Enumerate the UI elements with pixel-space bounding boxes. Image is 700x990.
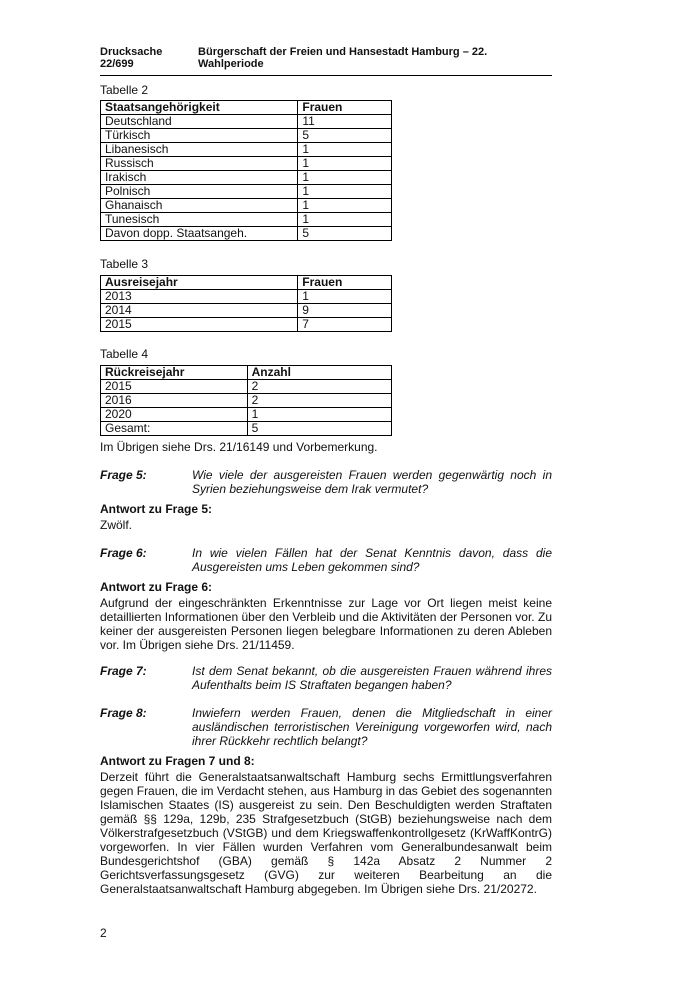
column-header: Rückreisejahr (101, 366, 248, 380)
column-header: Frauen (298, 101, 392, 115)
table-ausreisejahr (100, 275, 392, 332)
question-text: Ist dem Senat bekannt, ob die ausgereisten Frauen während ihres Aufenthalts beim IS Straftaten begangen haben? (192, 664, 552, 692)
table-cell: 2013 (101, 290, 298, 304)
table-row (101, 171, 392, 185)
table-cell: 1 (298, 290, 392, 304)
table-row (101, 227, 392, 241)
table-cell: 5 (298, 227, 392, 241)
table-cell: Russisch (101, 157, 298, 171)
table-cell: 1 (247, 408, 391, 422)
table-cell: 1 (298, 213, 392, 227)
question-label: Frage 7: (100, 664, 147, 678)
table-row (101, 304, 392, 318)
table-cell: 5 (247, 422, 391, 436)
table-cell: 2016 (101, 394, 248, 408)
table-cell: 1 (298, 157, 392, 171)
question-label: Frage 6: (100, 546, 147, 560)
table-row (101, 422, 392, 436)
table-cell: Tunesisch (101, 213, 298, 227)
table2-caption: Tabelle 2 (100, 83, 149, 97)
table-row (101, 318, 392, 332)
table-row (101, 143, 392, 157)
table-rueckreisejahr (100, 365, 392, 436)
parliament-title: Bürgerschaft der Freien und Hansestadt Hamburg – 22. Wahlperiode (198, 46, 488, 70)
question-text: Wie viele der ausgereisten Frauen werden gegenwärtig noch in Syrien beziehungsweise dem Irak vermutet? (192, 468, 552, 496)
table-row (101, 380, 392, 394)
table-row (101, 290, 392, 304)
table-cell: Irakisch (101, 171, 298, 185)
table-row (101, 115, 392, 129)
table-row (101, 129, 392, 143)
answer-5-text: Zwölf. (100, 518, 133, 532)
table-cell: Gesamt: (101, 422, 248, 436)
table-cell: 1 (298, 185, 392, 199)
table-row (101, 394, 392, 408)
table-cell: 1 (298, 143, 392, 157)
table-cell: 7 (298, 318, 392, 332)
question-7 (100, 664, 552, 692)
table-cell: 9 (298, 304, 392, 318)
table-cell: 2014 (101, 304, 298, 318)
table-cell: Polnisch (101, 185, 298, 199)
table3-caption: Tabelle 3 (100, 257, 149, 271)
table-cell: Türkisch (101, 129, 298, 143)
table-header-row (101, 366, 392, 380)
table-cell: 2015 (101, 318, 298, 332)
column-header: Staatsangehörigkeit (101, 101, 298, 115)
table-row (101, 157, 392, 171)
question-8 (100, 706, 552, 748)
table-cell: Davon dopp. Staatsangeh. (101, 227, 298, 241)
table-staatsangehoerigkeit (100, 100, 392, 241)
table-row (101, 213, 392, 227)
tables-reference: Im Übrigen siehe Drs. 21/16149 und Vorbemerkung. (100, 440, 378, 454)
table4-caption: Tabelle 4 (100, 347, 149, 361)
page-number: 2 (100, 926, 107, 940)
question-label: Frage 8: (100, 706, 147, 720)
column-header: Ausreisejahr (101, 276, 298, 290)
table-header-row (101, 101, 392, 115)
table-header-row (101, 276, 392, 290)
question-label: Frage 5: (100, 468, 147, 482)
document-number: Drucksache 22/699 (100, 46, 163, 70)
table-row (101, 185, 392, 199)
page-header (100, 46, 552, 76)
question-6 (100, 546, 552, 574)
question-text: Inwiefern werden Frauen, denen die Mitgliedschaft in einer ausländischen terroristischen Vereinigung vorgeworfen wird, nach ihrer Rückkehr rechtlich belangt? (192, 706, 552, 748)
table-cell: 2 (247, 394, 391, 408)
column-header: Frauen (298, 276, 392, 290)
answer-7-8-heading: Antwort zu Fragen 7 und 8: (100, 754, 255, 768)
table-cell: 1 (298, 171, 392, 185)
table-row (101, 199, 392, 213)
answer-7-8-text: Derzeit führt die Generalstaatsanwaltschaft Hamburg sechs Ermittlungsverfahren gegen Frauen, die im Verdacht stehen, aus Hamburg in das Gebiet des sogenannten Islamischen Staates (IS) ausgereist zu sein. Den Beschuldigten werden Straftaten gemäß §§ 129a, 129b, 235 Strafgesetzbuch (StGB) beziehungsweise nach dem Völkerstrafgesetzbuch (VStGB) und dem Kriegswaffenkontrollgesetz (KrWaffKontrG) vorgeworfen. In vier Fällen wurden Verfahren vom Generalbundesanwalt beim Bundesgerichtshof (GBA) gemäß § 142a Absatz 2 Nummer 2 Gerichtsverfassungsgesetz (GVG) zur weiteren Bearbeitung an die Generalstaatsanwaltschaft Hamburg abgegeben. Im Übrigen siehe Drs. 21/20272. (100, 770, 552, 896)
table-cell: 1 (298, 199, 392, 213)
table-cell: 5 (298, 129, 392, 143)
question-5 (100, 468, 552, 496)
answer-5-heading: Antwort zu Frage 5: (100, 502, 213, 516)
table-cell: Libanesisch (101, 143, 298, 157)
column-header: Anzahl (247, 366, 391, 380)
table-cell: 2020 (101, 408, 248, 422)
table-cell: 11 (298, 115, 392, 129)
answer-6-heading: Antwort zu Frage 6: (100, 580, 213, 594)
table-cell: 2 (247, 380, 391, 394)
answer-6-text: Aufgrund der eingeschränkten Erkenntnisse zur Lage vor Ort liegen meist keine detaillierten Informationen über den Verbleib und die Aktivitäten der Personen vor. Zu keiner der ausgereisten Personen liegen belegbare Informationen zu deren Ableben vor. Im Übrigen siehe Drs. 21/11459. (100, 596, 552, 652)
table-cell: Deutschland (101, 115, 298, 129)
table-cell: 2015 (101, 380, 248, 394)
question-text: In wie vielen Fällen hat der Senat Kenntnis davon, dass die Ausgereisten ums Leben gekommen sind? (192, 546, 552, 574)
table-row (101, 408, 392, 422)
table-cell: Ghanaisch (101, 199, 298, 213)
